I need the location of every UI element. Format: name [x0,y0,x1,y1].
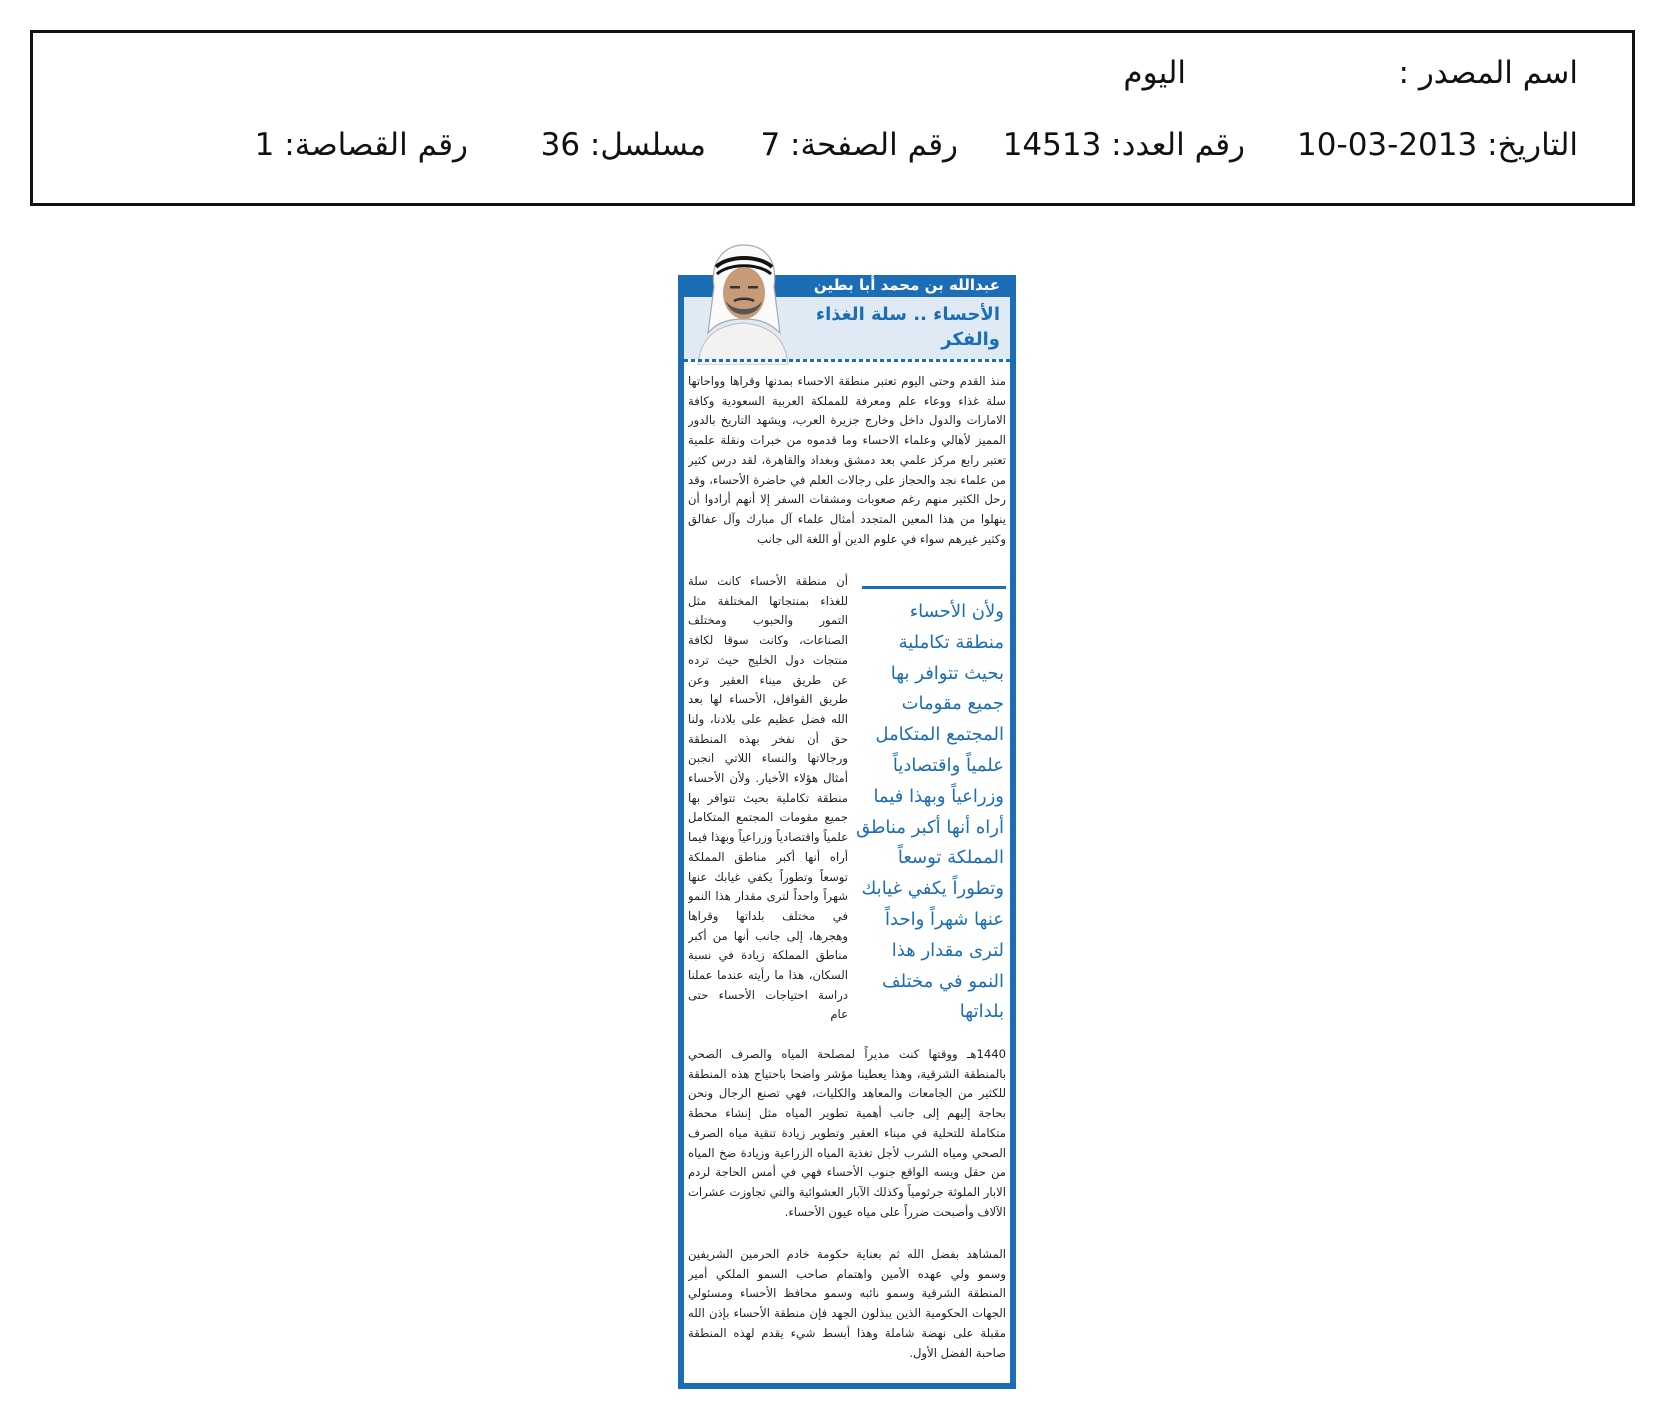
source-row [1123,55,1578,91]
metadata-box [30,30,1635,206]
source-label: اسم المصدر : [1398,55,1578,91]
pull-quote-rule [862,586,1006,589]
frame-left [678,275,684,1389]
pull-quote: ولأن الأحساء منطقة تكاملية بحيث تتوافر بها جميع مقومات المجتمع المتكامل علمياً واقتصادياً وزراعياً وبهذا فيما أراه أنها أكبر مناطق المملكة توسعاً وتطوراً يكفي غيابك عنها شهراً واحداً لترى مقدار هذا النمو في مختلف بلداتها [856,601,1004,1023]
date-label: التاريخ: 2013-03-10 [1297,127,1578,163]
page-label: رقم الصفحة: 7 [760,127,958,163]
author-portrait-icon [684,237,802,365]
author-name: عبدالله بن محمد أبا بطين [813,276,1000,294]
title-divider [684,359,1010,362]
clipping-label: رقم القصاصة: 1 [254,127,468,163]
serial-label: مسلسل: 36 [540,127,706,163]
paragraph-4: المشاهد بفضل الله ثم بعناية حكومة خادم الحرمين الشريفين وسمو ولي عهده الأمين واهتمام صاحب السمو الملكي أمير المنطقة الشرقية وسمو نائبه وسمو محافظ الأحساء ومسئولي الجهات الحكومية الذين يبذلون الجهد فإن منطقة الأحساء بإذن الله مقبلة على نهضة شاملة وهذا أبسط شيء يقدم لهذه المنطقة صاحبة الفضل الأول. [688,1247,1006,1360]
paragraph-1: منذ القدم وحتى اليوم تعتبر منطقة الاحساء بمدنها وقراها وواحاتها سلة غذاء ووعاء علم ومعرفة للمملكة العربية السعودية وكافة الامارات والدول داخل وخارج جزيرة العرب، ويشهد التاريخ بالدور المميز لأهالي وعلماء الاحساء وما قدموه من خبرات ونقلة علمية تعتبر رابع مركز علمي بعد دمشق وبغداد والقاهرة، لقد درس كثير من علماء نجد والحجاز على رجالات العلم في حاضرة الأحساء، وقد رحل الكثير منهم رغم صعوبات ومشقات السفر إلا أنهم أرادوا أن ينهلوا من هذا المعين المتجدد أمثال علماء آل مبارك وآل عفالق وكثير غيرهم سواء في علوم الدين أو اللغة الى جانب [688,374,1006,546]
article-title: الأحساء .. سلة الغذاء والفكر [815,304,1000,350]
newspaper-clipping [678,237,1016,1389]
paragraph-2: أن منطقة الأحساء كانت سلة للغذاء بمنتجاتها المختلفة مثل التمور والحبوب ومختلف الصناعات، وكانت سوقا لكافة منتجات دول الخليج حيث ترده عن طريق ميناء العقير وعن طريق القوافل، الأحساء لها بعد الله فضل عظيم على بلادنا، ولنا حق أن نفخر بهذه المنطقة ورجالاتها والنساء اللاتي انجبن أمثال هؤلاء الأخيار. ولأن الأحساء منطقة تكاملية بحيث تتوافر بها جميع مقومات المجتمع المتكامل علمياً واقتصادياً وزراعياً وبهذا فيما أراه أنها أكبر مناطق المملكة توسعاً وتطوراً يكفي غيابك عنها شهراً واحداً لترى مقدار هذا النمو في مختلف بلداتها وقراها وهجرها، إلى جانب أنها من أكبر مناطق المملكة زيادة في نسبة السكان، هذا ما رأيته عندما عملنا دراسة احتياجات الأحساء حتى عام [688,574,848,1022]
issue-label: رقم العدد: 14513 [1002,127,1245,163]
paragraph-3: 1440هـ ووقتها كنت مديراً لمصلحة المياه والصرف الصحي بالمنطقة الشرقية، وهذا يعطينا مؤشر واضحا باحتياج هذه المنطقة للكثير من الجامعات والمعاهد والكليات، فهي تصنع الرجال ونحن بحاجة إليهم إلى جانب أهمية تطوير المياه مثل إنشاء محطة متكاملة للتحلية في ميناء العقير وتطوير زيادة تنقية مياه الصرف الصحي ومياه الشرب لأجل تغذية المياه الزراعية وزيادة ضخ المياه من حقل ويسه الواقع جنوب الأحساء فهي في أمس الحاجة لردم الابار الملوثة جرثومياً وكذلك الآبار العشوائية والتي تجاوزت عشرات الآلاف وأصبحت ضرراً على مياه عيون الأحساء. [688,1047,1006,1219]
source-value: اليوم [1123,55,1186,91]
frame-bottom [678,1383,1016,1389]
frame-right [1010,275,1016,1389]
